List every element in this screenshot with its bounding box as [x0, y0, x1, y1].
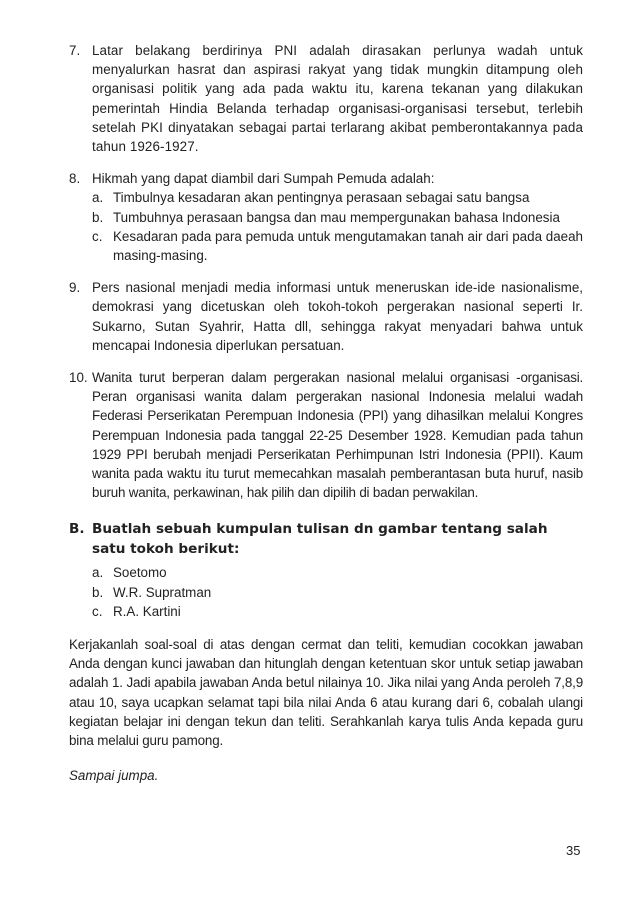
sub-item-b — [92, 208, 583, 227]
option-b — [92, 583, 583, 602]
option-text: W.R. Supratman — [113, 584, 212, 600]
option-a — [92, 563, 583, 582]
answer-item-8 — [69, 169, 583, 265]
item-number: 10. — [69, 370, 88, 386]
sub-item-text: Timbulnya kesadaran akan pentingnya perasaan sebagai satu bangsa — [113, 190, 530, 206]
item-text: Wanita turut berperan dalam pergerakan nasional melalui organisasi -organisasi. Peran organisasi wanita dalam pergerakan nasional Indonesia melalui wadah Federasi Perserikatan Perempuan Indonesia (PPI) yang dihasilkan melalui Kongres Perempuan Indonesia pada tanggal 22-25 Desember 1928. Kemudian pada tahun 1929 PPI berubah menjadi Perserikatan Perhimpunan Istri Indonesia (PPII). Kaum wanita pada waktu itu turut memecahkan masalah pemberantasan buta huruf, nasib buruh wanita, perkawinan, hak pilih dan dipilih di badan perwakilan. — [92, 370, 583, 501]
sub-item-c — [92, 227, 583, 265]
option-letter: b. — [92, 584, 104, 600]
answer-item-7 — [69, 41, 583, 156]
item-text: Latar belakang berdirinya PNI adalah dirasakan perlunya wadah untuk menyalurkan hasrat dan aspirasi rakyat yang tidak mungkin ditampung oleh organisasi politik yang ada pada waktu itu, karena tekanan yang dilakukan pemerintah Hindia Belanda terhadap organisasi-organisasi tersebut, terlebih setelah PKI dinyatakan sebagai partai terlarang akibat pemberontakannya pada tahun 1926-1927. — [92, 43, 583, 155]
sub-item-a — [92, 188, 583, 207]
option-c — [92, 602, 583, 621]
section-b-heading — [69, 519, 583, 559]
item-number: 7. — [69, 43, 81, 58]
section-title: Buatlah sebuah kumpulan tulisan dn gambar tentang salah satu tokoh berikut: — [92, 521, 548, 558]
answer-item-9 — [69, 278, 583, 355]
item-text: Pers nasional menjadi media informasi untuk meneruskan ide-ide nasionalisme, demokrasi yang dicetuskan oleh tokoh-tokoh pergerakan nasional seperti Ir. Sukarno, Sutan Syahrir, Hatta dll, sehingga rakyat menyadari bahwa untuk mencapai Indonesia diperlukan persatuan. — [92, 280, 583, 353]
sub-item-letter: b. — [92, 209, 104, 225]
closing-paragraph: Kerjakanlah soal-soal di atas dengan cermat dan teliti, kemudian cocokkan jawaban Anda dengan kunci jawaban dan hitunglah dengan ketentuan skor untuk setiap jawaban adalah 1. Jadi apabila jawaban Anda betul nilainya 10. Jika nilai yang Anda peroleh 7,8,9 atau 10, saya ucapkan selamat tapi bila nilai Anda 6 atau kurang dari 6, cobalah ulangi kegiatan belajar ini dengan tekun dan teliti. Serahkanlah karya tulis Anda kepada guru bina melalui guru pamong. — [69, 637, 583, 749]
item-text: Hikmah yang dapat diambil dari Sumpah Pemuda adalah: — [92, 171, 435, 187]
sub-item-text: Tumbuhnya perasaan bangsa dan mau mempergunakan bahasa Indonesia — [113, 209, 560, 225]
option-letter: c. — [92, 603, 103, 619]
sub-item-letter: c. — [92, 228, 103, 244]
signoff: Sampai jumpa. — [69, 768, 159, 784]
option-letter: a. — [92, 565, 104, 581]
option-text: Soetomo — [113, 565, 167, 581]
page-number: 35 — [566, 843, 581, 858]
page-content — [69, 41, 583, 786]
sub-item-letter: a. — [92, 190, 104, 206]
item-number: 9. — [69, 280, 81, 296]
section-label: B. — [69, 521, 85, 538]
option-text: R.A. Kartini — [113, 603, 181, 619]
item-number: 8. — [69, 171, 81, 187]
sub-item-text: Kesadaran pada para pemuda untuk mengutamakan tanah air dari pada daeah masing-masing. — [113, 228, 583, 264]
answer-item-10 — [69, 368, 583, 502]
